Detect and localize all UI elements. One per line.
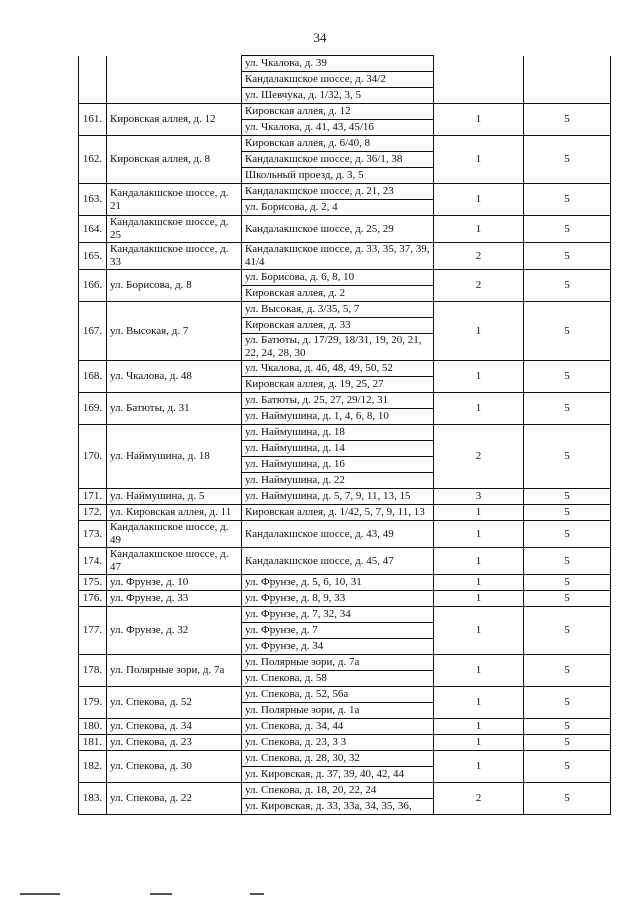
row-number-cell: 174.: [79, 548, 107, 575]
value-cell: 5: [524, 735, 611, 751]
value-cell: 5: [524, 489, 611, 505]
address-cell: Кандалакшское шоссе, д. 49: [107, 521, 242, 548]
row-number-cell: 165.: [79, 243, 107, 270]
table-row: [79, 104, 611, 120]
served-address-cell: Кировская аллея, д. 19, 25, 27: [242, 377, 434, 393]
served-address-cell: ул. Спекова, д. 52, 56а: [242, 687, 434, 703]
count-cell: 1: [434, 735, 524, 751]
table-row: [79, 393, 611, 409]
value-cell: 5: [524, 184, 611, 216]
value-cell: 5: [524, 548, 611, 575]
table-row: [79, 687, 611, 703]
row-number-cell: 167.: [79, 302, 107, 361]
row-number-cell: 170.: [79, 425, 107, 489]
table-row: [79, 505, 611, 521]
count-cell: 1: [434, 655, 524, 687]
value-cell: 5: [524, 136, 611, 184]
served-address-cell: Кандалакшское шоссе, д. 25, 29: [242, 216, 434, 243]
count-cell: 1: [434, 184, 524, 216]
value-cell: 5: [524, 243, 611, 270]
served-address-cell: ул. Фрунзе, д. 7: [242, 623, 434, 639]
count-cell: 2: [434, 270, 524, 302]
served-address-cell: Кандалакшское шоссе, д. 33, 35, 37, 39, 41/4: [242, 243, 434, 270]
address-cell: ул. Спекова, д. 30: [107, 751, 242, 783]
value-cell: 5: [524, 104, 611, 136]
served-address-cell: ул. Спекова, д. 34, 44: [242, 719, 434, 735]
table-row: [79, 136, 611, 152]
row-number-cell: 182.: [79, 751, 107, 783]
served-address-cell: ул. Борисова, д. 6, 8, 10: [242, 270, 434, 286]
value-cell: 5: [524, 655, 611, 687]
address-cell: ул. Спекова, д. 22: [107, 783, 242, 815]
value-cell: 5: [524, 783, 611, 815]
served-address-cell: ул. Фрунзе, д. 8, 9, 33: [242, 591, 434, 607]
table-row: [79, 735, 611, 751]
served-address-cell: ул. Полярные зори, д. 1а: [242, 703, 434, 719]
address-cell: ул. Фрунзе, д. 32: [107, 607, 242, 655]
address-cell: ул. Чкалова, д. 48: [107, 361, 242, 393]
table-row: [79, 607, 611, 623]
served-address-cell: ул. Фрунзе, д. 34: [242, 639, 434, 655]
count-cell: 1: [434, 302, 524, 361]
served-address-cell: ул. Кировская, д. 37, 39, 40, 42, 44: [242, 767, 434, 783]
count-cell: 1: [434, 548, 524, 575]
address-cell: Кандалакшское шоссе, д. 47: [107, 548, 242, 575]
row-number-cell: 177.: [79, 607, 107, 655]
table-row: [79, 575, 611, 591]
address-cell: Кировская аллея, д. 8: [107, 136, 242, 184]
table-row: [79, 425, 611, 441]
served-address-cell: ул. Шевчука, д. 1/32, 3, 5: [242, 88, 434, 104]
address-cell: Кировская аллея, д. 12: [107, 104, 242, 136]
served-address-cell: ул. Спекова, д. 18, 20, 22, 24: [242, 783, 434, 799]
count-cell: 1: [434, 505, 524, 521]
count-cell: 1: [434, 216, 524, 243]
row-number-cell: 179.: [79, 687, 107, 719]
address-cell: ул. Кировская аллея, д. 11: [107, 505, 242, 521]
row-number-cell: 175.: [79, 575, 107, 591]
table-row: [79, 243, 611, 270]
count-cell: 3: [434, 489, 524, 505]
served-address-cell: ул. Кировская, д. 33, 33а, 34, 35, 36,: [242, 799, 434, 815]
served-address-cell: ул. Батюты, д. 25, 27, 29/12, 31: [242, 393, 434, 409]
row-number-cell: 168.: [79, 361, 107, 393]
address-cell: Кандалакшское шоссе, д. 25: [107, 216, 242, 243]
row-number-cell: 183.: [79, 783, 107, 815]
row-number-cell: 173.: [79, 521, 107, 548]
value-cell: 5: [524, 607, 611, 655]
served-address-cell: ул. Наймушина, д. 16: [242, 457, 434, 473]
row-number-cell: 180.: [79, 719, 107, 735]
row-number-cell: [79, 56, 107, 104]
row-number-cell: 163.: [79, 184, 107, 216]
served-address-cell: ул. Наймушина, д. 1, 4, 6, 8, 10: [242, 409, 434, 425]
count-cell: 1: [434, 687, 524, 719]
value-cell: 5: [524, 505, 611, 521]
table-row: [79, 361, 611, 377]
row-number-cell: 169.: [79, 393, 107, 425]
table-row: [79, 548, 611, 575]
address-cell: ул. Борисова, д. 8: [107, 270, 242, 302]
row-number-cell: 164.: [79, 216, 107, 243]
served-address-cell: ул. Спекова, д. 28, 30, 32: [242, 751, 434, 767]
served-address-cell: ул. Чкалова, д. 39: [242, 56, 434, 72]
count-cell: 1: [434, 361, 524, 393]
count-cell: 1: [434, 751, 524, 783]
count-cell: 2: [434, 425, 524, 489]
served-address-cell: ул. Высокая, д. 3/35, 5, 7: [242, 302, 434, 318]
served-address-cell: ул. Наймушина, д. 18: [242, 425, 434, 441]
row-number-cell: 181.: [79, 735, 107, 751]
served-address-cell: ул. Наймушина, д. 14: [242, 441, 434, 457]
count-cell: 1: [434, 521, 524, 548]
table-row: [79, 719, 611, 735]
value-cell: 5: [524, 591, 611, 607]
table-row: [79, 270, 611, 286]
row-number-cell: 161.: [79, 104, 107, 136]
row-number-cell: 162.: [79, 136, 107, 184]
table-row: [79, 302, 611, 318]
served-address-cell: ул. Борисова, д. 2, 4: [242, 200, 434, 216]
table-row: [79, 216, 611, 243]
served-address-cell: Кировская аллея, д. 12: [242, 104, 434, 120]
table-row: [79, 751, 611, 767]
value-cell: 5: [524, 393, 611, 425]
table-row: [79, 655, 611, 671]
address-cell: ул. Батюты, д. 31: [107, 393, 242, 425]
table-row: [79, 521, 611, 548]
address-cell: ул. Фрунзе, д. 10: [107, 575, 242, 591]
address-cell: ул. Наймушина, д. 18: [107, 425, 242, 489]
count-cell: 1: [434, 591, 524, 607]
served-address-cell: ул. Наймушина, д. 5, 7, 9, 11, 13, 15: [242, 489, 434, 505]
served-address-cell: Кандалакшское шоссе, д. 43, 49: [242, 521, 434, 548]
value-cell: 5: [524, 270, 611, 302]
served-address-cell: Кировская аллея, д. 1/42, 5, 7, 9, 11, 13: [242, 505, 434, 521]
count-cell: 1: [434, 104, 524, 136]
address-cell: ул. Полярные зори, д. 7а: [107, 655, 242, 687]
served-address-cell: Школьный проезд, д. 3, 5: [242, 168, 434, 184]
page-number: 34: [313, 30, 327, 45]
row-number-cell: 166.: [79, 270, 107, 302]
address-cell: ул. Фрунзе, д. 33: [107, 591, 242, 607]
count-cell: 1: [434, 719, 524, 735]
served-address-cell: ул. Чкалова, д. 41, 43, 45/16: [242, 120, 434, 136]
served-address-cell: ул. Наймушина, д. 22: [242, 473, 434, 489]
address-cell: Кандалакшское шоссе, д. 33: [107, 243, 242, 270]
row-number-cell: 176.: [79, 591, 107, 607]
count-cell: 1: [434, 136, 524, 184]
count-cell: [434, 56, 524, 104]
table-row: [79, 783, 611, 799]
address-cell: ул. Спекова, д. 52: [107, 687, 242, 719]
served-address-cell: Кандалакшское шоссе, д. 36/1, 38: [242, 152, 434, 168]
served-address-cell: ул. Полярные зори, д. 7а: [242, 655, 434, 671]
served-address-cell: ул. Чкалова, д. 46, 48, 49, 50, 52: [242, 361, 434, 377]
row-number-cell: 171.: [79, 489, 107, 505]
row-number-cell: 178.: [79, 655, 107, 687]
count-cell: 2: [434, 243, 524, 270]
address-cell: [107, 56, 242, 104]
value-cell: 5: [524, 425, 611, 489]
address-cell: ул. Наймушина, д. 5: [107, 489, 242, 505]
served-address-cell: Кировская аллея, д. 33: [242, 318, 434, 334]
value-cell: 5: [524, 521, 611, 548]
served-address-cell: Кандалакшское шоссе, д. 21, 23: [242, 184, 434, 200]
value-cell: 5: [524, 687, 611, 719]
served-address-cell: Кировская аллея, д. 6/40, 8: [242, 136, 434, 152]
served-address-cell: ул. Фрунзе, д. 5, 6, 10, 31: [242, 575, 434, 591]
value-cell: 5: [524, 719, 611, 735]
count-cell: 2: [434, 783, 524, 815]
buildings-table: [78, 55, 611, 815]
table-row: [79, 184, 611, 200]
served-address-cell: Кандалакшское шоссе, д. 45, 47: [242, 548, 434, 575]
address-cell: ул. Спекова, д. 23: [107, 735, 242, 751]
served-address-cell: ул. Спекова, д. 23, 3 3: [242, 735, 434, 751]
table-row: [79, 56, 611, 72]
address-cell: ул. Спекова, д. 34: [107, 719, 242, 735]
served-address-cell: ул. Фрунзе, д. 7, 32, 34: [242, 607, 434, 623]
address-cell: ул. Высокая, д. 7: [107, 302, 242, 361]
count-cell: 1: [434, 575, 524, 591]
table-row: [79, 489, 611, 505]
table-row: [79, 591, 611, 607]
value-cell: 5: [524, 361, 611, 393]
served-address-cell: Кандалакшское шоссе, д. 34/2: [242, 72, 434, 88]
value-cell: 5: [524, 216, 611, 243]
table-body: [79, 56, 611, 815]
value-cell: [524, 56, 611, 104]
served-address-cell: Кировская аллея, д. 2: [242, 286, 434, 302]
value-cell: 5: [524, 302, 611, 361]
count-cell: 1: [434, 607, 524, 655]
address-cell: Кандалакшское шоссе, д. 21: [107, 184, 242, 216]
value-cell: 5: [524, 751, 611, 783]
served-address-cell: ул. Спекова, д. 58: [242, 671, 434, 687]
count-cell: 1: [434, 393, 524, 425]
row-number-cell: 172.: [79, 505, 107, 521]
page-footer-marks: [0, 893, 640, 897]
value-cell: 5: [524, 575, 611, 591]
served-address-cell: ул. Батюты, д. 17/29, 18/31, 19, 20, 21, 22, 24, 28, 30: [242, 334, 434, 361]
